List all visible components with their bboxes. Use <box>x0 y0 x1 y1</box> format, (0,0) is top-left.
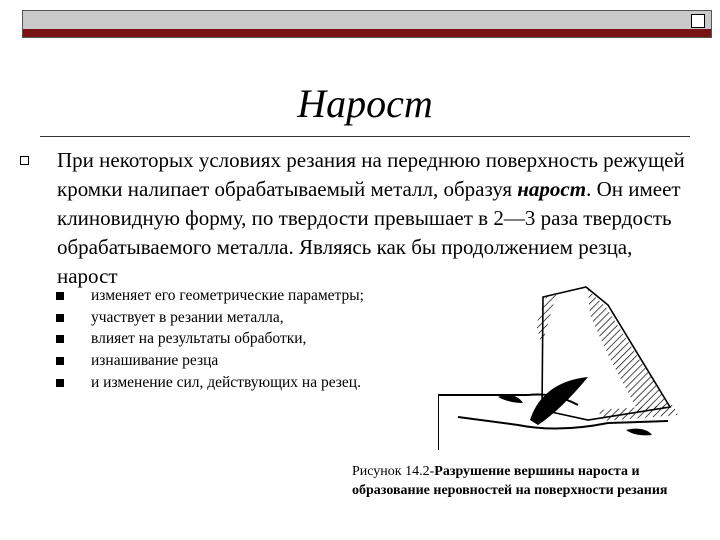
header-square-icon <box>691 14 705 28</box>
slide-title: Нарост <box>297 81 433 126</box>
hollow-square-icon <box>20 156 29 165</box>
figure-caption <box>352 462 714 500</box>
sub-bullet-list <box>54 285 364 394</box>
surface-line-lower <box>458 417 668 429</box>
filled-square-icon <box>56 335 64 343</box>
paragraph-text-after: . Он имеет клиновидную форму, по твердости превышает в 2—3 раза твердость обрабатываемого металла. Являясь как бы продолжением резца, нарост <box>57 177 681 288</box>
title-divider <box>40 136 690 137</box>
caption-bold: Разрушение вершины нароста и образование неровностей на поверхности резания <box>352 464 668 498</box>
list-item: и изменение сил, действующих на резец. <box>54 372 364 394</box>
built-up-edge-figure <box>438 285 720 450</box>
header-bar <box>22 10 712 38</box>
filled-square-icon <box>56 314 64 322</box>
caption-prefix: Рисунок 14.2- <box>352 464 435 479</box>
filled-square-icon <box>56 379 64 387</box>
main-paragraph <box>57 146 697 291</box>
list-item: влияет на результаты обработки, <box>54 328 364 350</box>
filled-square-icon <box>56 292 64 300</box>
paragraph-emphasis: нарост <box>517 177 587 201</box>
list-item: участвует в резании металла, <box>54 307 364 329</box>
list-item: изменяет его геометрические параметры; <box>54 285 364 307</box>
filled-square-icon <box>56 357 64 365</box>
list-item: изнашивание резца <box>54 350 364 372</box>
paragraph-text-before: При некоторых условиях резания на переднюю поверхность режущей кромки налипает обрабатываемый металл, образуя <box>57 148 685 201</box>
edge-fragment <box>498 395 523 403</box>
surface-fragment <box>626 429 652 436</box>
